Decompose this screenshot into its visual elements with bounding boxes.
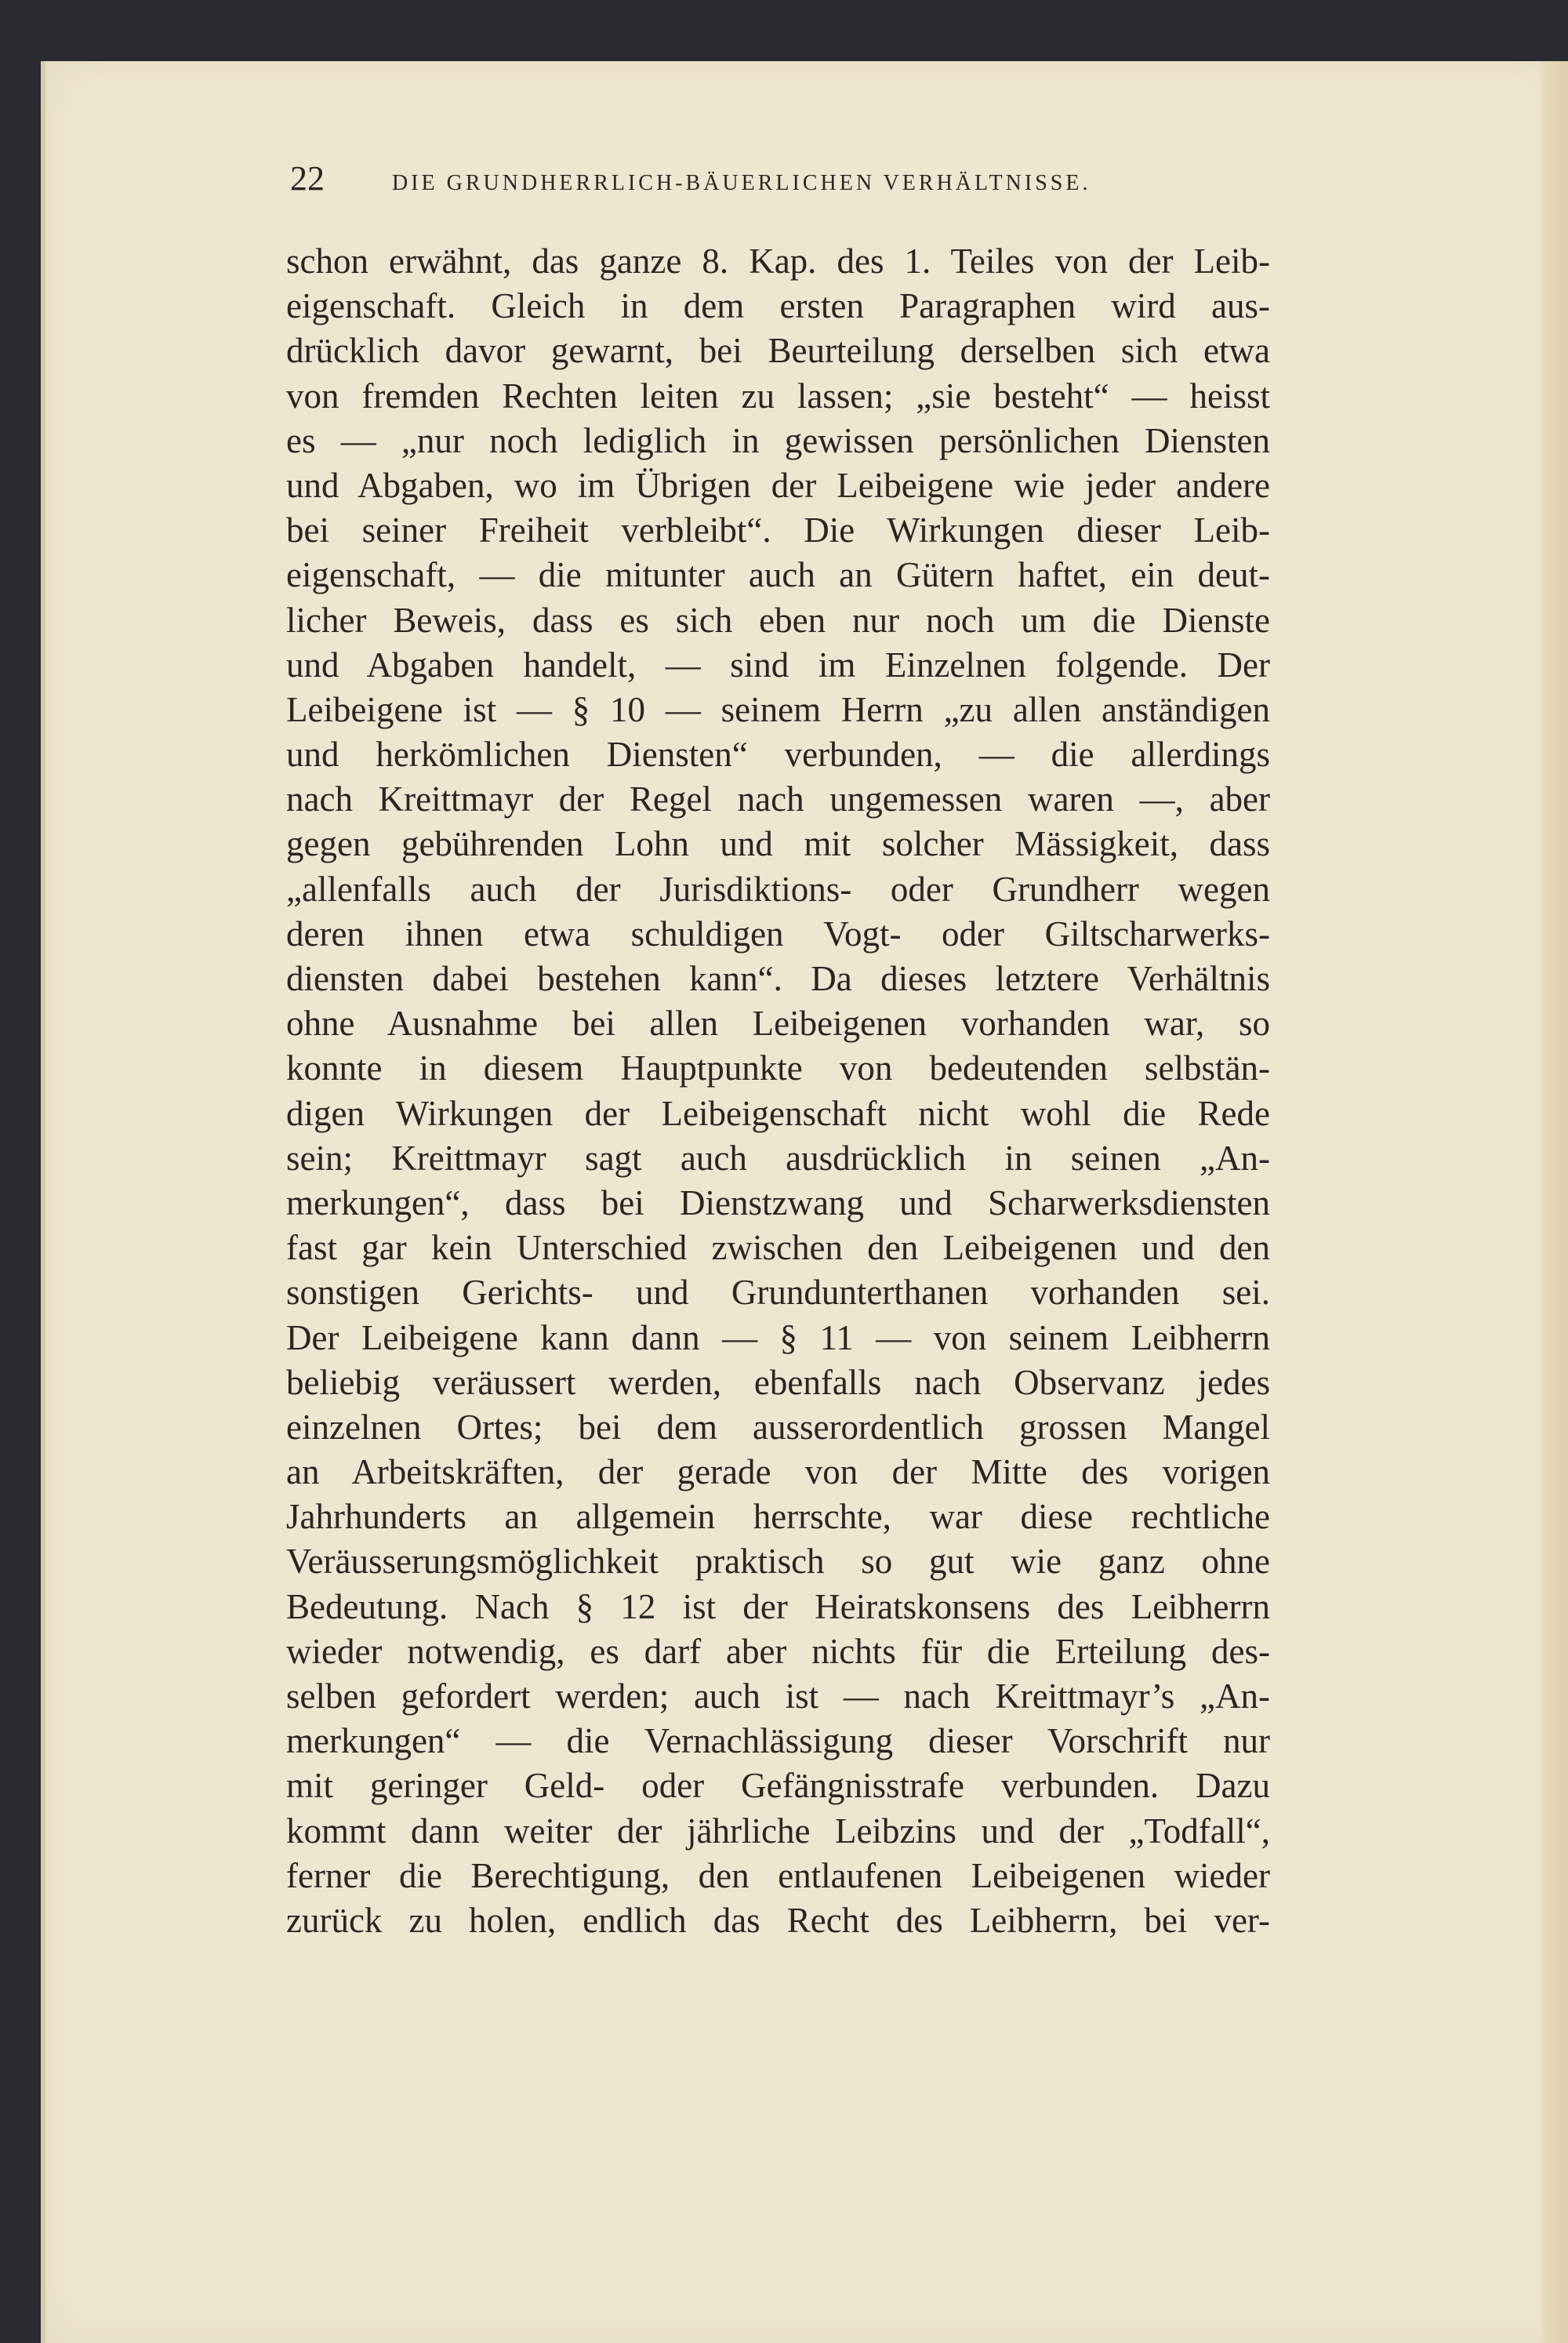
text-line: selben gefordert werden; auch ist — nach Kreittmayr’s „An- bbox=[286, 1676, 1270, 1716]
text-line: und herkömlichen Diensten“ verbunden, — die allerdings bbox=[286, 735, 1270, 775]
text-line: mit geringer Geld- oder Gefängnisstrafe verbunden. Dazu bbox=[286, 1766, 1270, 1806]
text-line: digen Wirkungen der Leibeigenschaft nicht wohl die Rede bbox=[286, 1093, 1270, 1133]
text-line: es — „nur noch lediglich in gewissen persönlichen Diensten bbox=[286, 420, 1270, 460]
text-line: deren ihnen etwa schuldigen Vogt- oder Giltscharwerks- bbox=[286, 914, 1270, 954]
text-line: merkungen“ — die Vernachlässigung dieser Vorschrift nur bbox=[286, 1721, 1270, 1761]
text-line: einzelnen Ortes; bei dem ausserordentlich grossen Mangel bbox=[286, 1407, 1270, 1447]
text-line: licher Beweis, dass es sich eben nur noch um die Dienste bbox=[286, 600, 1270, 640]
text-line: fast gar kein Unterschied zwischen den Leibeigenen und den bbox=[286, 1228, 1270, 1268]
text-line: Der Leibeigene kann dann — § 11 — von seinem Leibherrn bbox=[286, 1317, 1270, 1357]
text-line: merkungen“, dass bei Dienstzwang und Scharwerksdiensten bbox=[286, 1182, 1270, 1222]
text-line: ferner die Berechtigung, den entlaufenen Leibeigenen wieder bbox=[286, 1855, 1270, 1895]
text-line: beliebig veräussert werden, ebenfalls nach Observanz jedes bbox=[286, 1362, 1270, 1402]
text-line: gegen gebührenden Lohn und mit solcher Mässigkeit, dass bbox=[286, 824, 1270, 864]
text-line: „allenfalls auch der Jurisdiktions- oder Grundherr wegen bbox=[286, 869, 1270, 909]
running-title: DIE GRUNDHERRLICH-BÄUERLICHEN VERHÄLTNISSE. bbox=[392, 171, 1091, 195]
page-number: 22 bbox=[290, 159, 325, 198]
running-head bbox=[290, 158, 1278, 213]
text-line: ohne Ausnahme bei allen Leibeigenen vorhanden war, so bbox=[286, 1004, 1270, 1044]
text-line: sonstigen Gerichts- und Grundunterthanen vorhanden sei. bbox=[286, 1273, 1270, 1313]
text-line: schon erwähnt, das ganze 8. Kap. des 1. Teiles von der Leib- bbox=[286, 242, 1270, 281]
text-line: nach Kreittmayr der Regel nach ungemessen waren —, aber bbox=[286, 779, 1270, 819]
text-line: an Arbeitskräften, der gerade von der Mitte des vorigen bbox=[286, 1452, 1270, 1492]
text-line: eigenschaft. Gleich in dem ersten Paragraphen wird aus- bbox=[286, 286, 1270, 326]
text-line: und Abgaben handelt, — sind im Einzelnen folgende. Der bbox=[286, 645, 1270, 685]
text-line: Bedeutung. Nach § 12 ist der Heiratskonsens des Leibherrn bbox=[286, 1586, 1270, 1626]
text-line: und Abgaben, wo im Übrigen der Leibeigene wie jeder andere bbox=[286, 465, 1270, 505]
text-line: bei seiner Freiheit verbleibt“. Die Wirkungen dieser Leib- bbox=[286, 510, 1270, 550]
body-text bbox=[286, 239, 1270, 1943]
text-line: wieder notwendig, es darf aber nichts für die Erteilung des- bbox=[286, 1631, 1270, 1671]
text-line: Jahrhunderts an allgemein herrschte, war diese rechtliche bbox=[286, 1497, 1270, 1537]
text-line: konnte in diesem Hauptpunkte von bedeutenden selbstän- bbox=[286, 1048, 1270, 1088]
text-line: sein; Kreittmayr sagt auch ausdrücklich in seinen „An- bbox=[286, 1138, 1270, 1178]
text-line: eigenschaft, — die mitunter auch an Gütern haftet, ein deut- bbox=[286, 555, 1270, 595]
text-line: drücklich davor gewarnt, bei Beurteilung derselben sich etwa bbox=[286, 331, 1270, 371]
text-line: Veräusserungsmöglichkeit praktisch so gut wie ganz ohne bbox=[286, 1542, 1270, 1582]
text-line: von fremden Rechten leiten zu lassen; „sie besteht“ — heisst bbox=[286, 376, 1270, 416]
page-edge bbox=[1541, 61, 1568, 2343]
text-line: zurück zu holen, endlich das Recht des Leibherrn, bei ver- bbox=[286, 1900, 1270, 1940]
text-line: Leibeigene ist — § 10 — seinem Herrn „zu allen anständigen bbox=[286, 689, 1270, 729]
text-line: diensten dabei bestehen kann“. Da dieses letztere Verhältnis bbox=[286, 959, 1270, 998]
text-line: kommt dann weiter der jährliche Leibzins und der „Todfall“, bbox=[286, 1811, 1270, 1851]
